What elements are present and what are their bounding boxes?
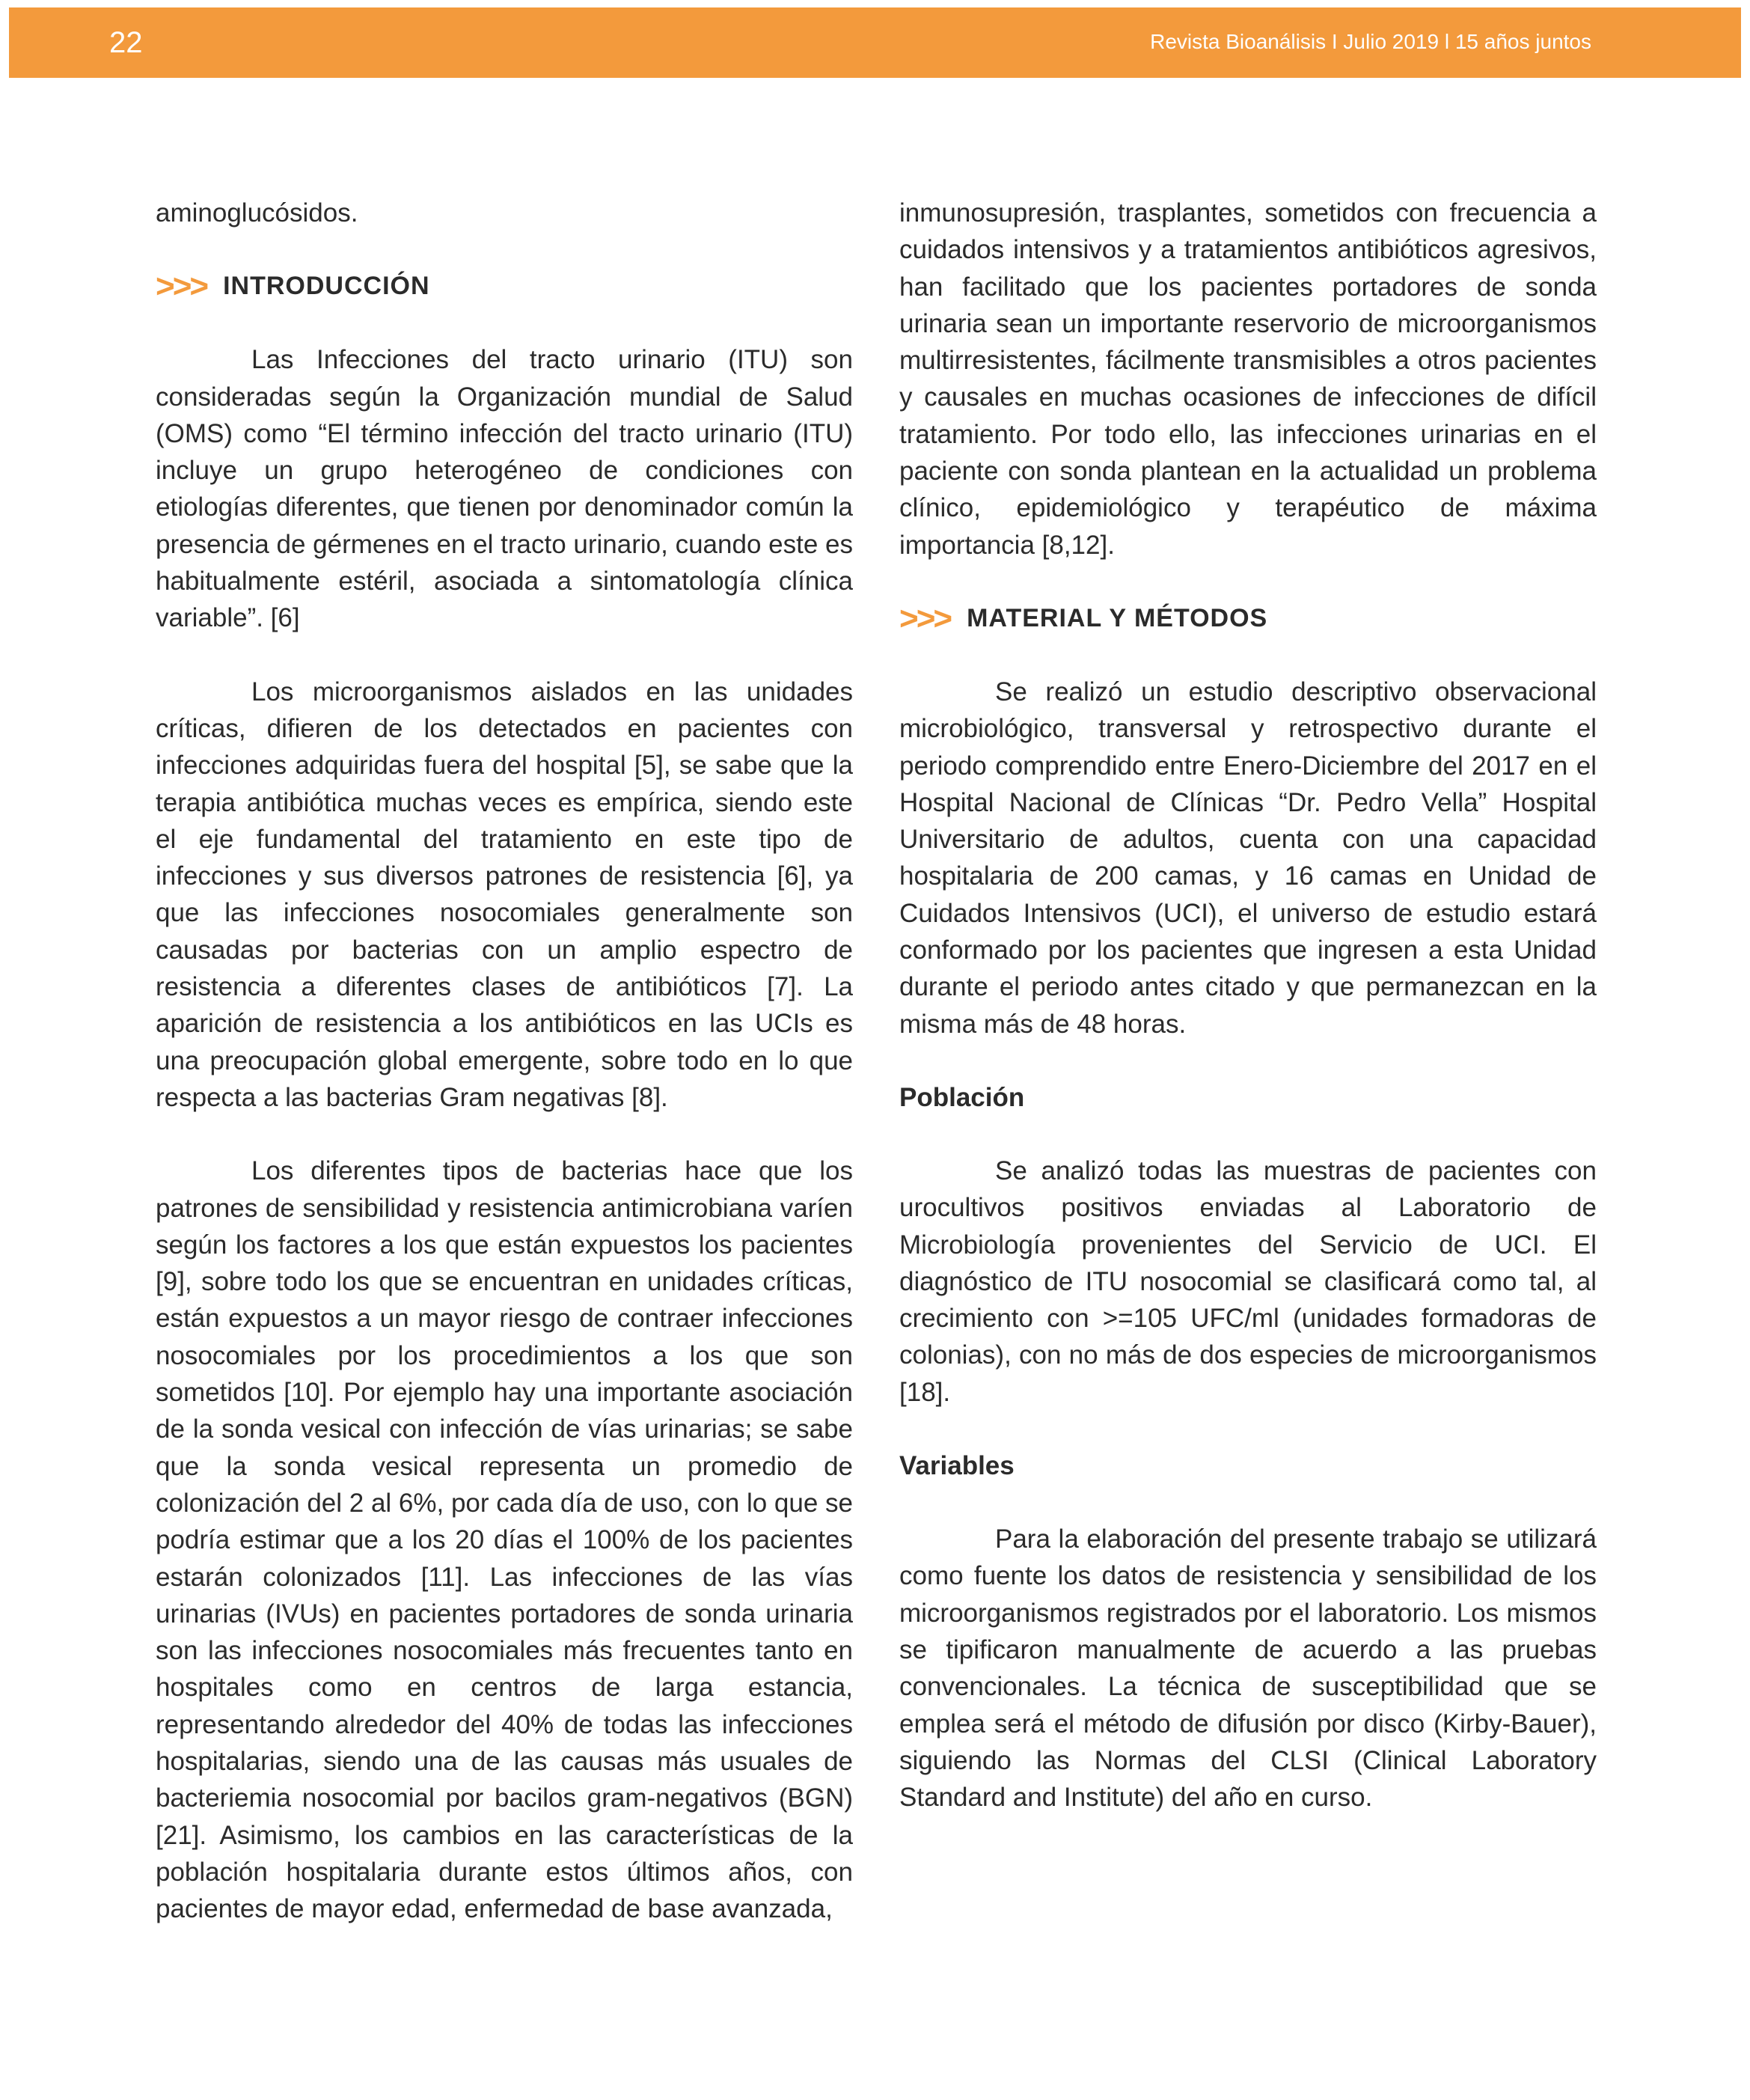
methods-paragraph: Se realizó un estudio descriptivo observacional microbiológico, transversal y retrospectivo durante el periodo comprendido entre Enero-Diciembre del 2017 en el Hospital Nacional de Clínicas “Dr. Pedro Vella” Hospital Universitario de adultos, cuenta con una capacidad hospitalaria de 200 camas, y 16 camas en Unidad de Cuidados Intensivos (UCI), el universo de estudio estará conformado por los pacientes que ingresen a esta Unidad durante el periodo antes citado y que permanezcan en la misma más de 48 horas. xyxy=(899,677,1597,1039)
spacer xyxy=(156,1116,853,1153)
intro-paragraph-2: Los microorganismos aislados en las unidades críticas, difieren de los detectados en pacientes con infecciones adquiridas fuera del hospital [5], se sabe que la terapia antibiótica muchas veces es empírica, siendo este el eje fundamental del tratamiento en este tipo de infecciones y sus diversos patrones de resistencia [6], ya que las infecciones nosocomiales generalmente son causadas por bacterias con un amplio espectro de resistencia a diferentes clases de antibióticos [7]. La aparición de resistencia a los antibióticos en las UCIs es una preocupación global emergente, sobre todo en lo que respecta a las bacterias Gram negativas [8]. xyxy=(156,677,853,1112)
spacer xyxy=(899,1116,1597,1153)
intro-heading xyxy=(156,268,853,305)
section-arrows-icon: >>> xyxy=(899,599,951,637)
poblacion-paragraph: Se analizó todas las muestras de pacientes con urocultivos positivos enviadas al Laboratorio de Microbiología provenientes del Servicio de UCI. El diagnóstico de ITU nosocomial se clasificará como tal, al crecimiento con >=105 UFC/ml (unidades formadoras de colonias), con no más de dos especies de microorganismos [18]. xyxy=(899,1156,1597,1407)
spacer xyxy=(899,1043,1597,1079)
methods-heading-title: MATERIAL Y MÉTODOS xyxy=(967,603,1268,632)
spacer xyxy=(156,231,853,268)
intro-paragraph-3: Los diferentes tipos de bacterias hace que los patrones de sensibilidad y resistencia antimicrobiana varíen según los factores a los que están expuestos los pacientes [9], sobre todo los que se encuentran en unidades críticas, están expuestos a un mayor riesgo de contraer infecciones nosocomiales por los procedimientos a los que son sometidos [10]. Por ejemplo hay una importante asociación de la sonda vesical con infección de vías urinarias; se sabe que la sonda vesical representa un promedio de colonización del 2 al 6%, por cada día de uso, con lo que se podría estimar que a los 20 días el 100% de los pacientes estarán colonizados [11]. Las infecciones de las vías urinarias (IVUs) en pacientes portadores de sonda urinaria son las infecciones nosocomiales más frecuentes tanto en hospitales como en centros de larga estancia, representando alrededor del 40% de todas las infecciones hospitalarias, siendo una de las causas más usuales de bacteriemia nosocomial por bacilos gram-negativos (BGN) [21]. Asimismo, los cambios en las características de la población hospitalaria durante estos últimos años, con pacientes de mayor edad, enfermedad de base avanzada, xyxy=(156,1156,854,1924)
methods-heading xyxy=(899,600,1597,637)
variables-heading: Variables xyxy=(899,1451,1015,1481)
page-number: 22 xyxy=(109,26,143,59)
spacer xyxy=(899,1484,1597,1521)
spacer xyxy=(156,637,853,674)
intro-heading-title: INTRODUCCIÓN xyxy=(223,272,430,301)
left-continuation-text: aminoglucósidos. xyxy=(156,198,358,228)
variables-paragraph: Para la elaboración del presente trabajo se utilizará como fuente los datos de resistencia y sensibilidad de los microorganismos registrados por el laboratorio. Los mismos se tipificaron manualmente de acuerdo a las pruebas convencionales. La técnica de susceptibilidad que se emplea será el método de difusión por disco (Kirby-Bauer), siguiendo las Normas del CLSI (Clinical Laboratory Standard and Institute) del año en curso. xyxy=(899,1524,1597,1813)
right-continuation-text: inmunosupresión, trasplantes, sometidos con frecuencia a cuidados intensivos y a tratamientos antibióticos agresivos, han facilitado que los pacientes portadores de sonda urinaria sean un importante reservorio de microorganismos multirresistentes, fácilmente transmisibles a otros pacientes y causales en muchas ocasiones de infecciones de difícil tratamiento. Por todo ello, las infecciones urinarias en el paciente con sonda plantean en la actualidad un problema clínico, epidemiológico y terapéutico de máxima importancia [8,12]. xyxy=(899,198,1597,560)
spacer xyxy=(899,1411,1597,1447)
spacer xyxy=(156,305,853,341)
running-head: Revista Bioanálisis I Julio 2019 l 15 años juntos xyxy=(1150,30,1591,53)
spacer xyxy=(899,564,1597,600)
header-bar xyxy=(9,7,1741,78)
section-arrows-icon: >>> xyxy=(156,268,207,305)
poblacion-heading: Población xyxy=(899,1082,1025,1112)
spacer xyxy=(899,637,1597,674)
left-column xyxy=(156,195,853,1927)
intro-paragraph-1: Las Infecciones del tracto urinario (ITU) son consideradas según la Organización mundial de Salud (OMS) como “El término infección del tracto urinario (ITU) incluye un grupo heterogéneo de condiciones con etiologías diferentes, que tienen por denominador común la presencia de gérmenes en el tracto urinario, cuando este es habitualmente estéril, asociada a sintomatología clínica variable”. [6] xyxy=(156,345,853,633)
right-column xyxy=(899,195,1597,1816)
